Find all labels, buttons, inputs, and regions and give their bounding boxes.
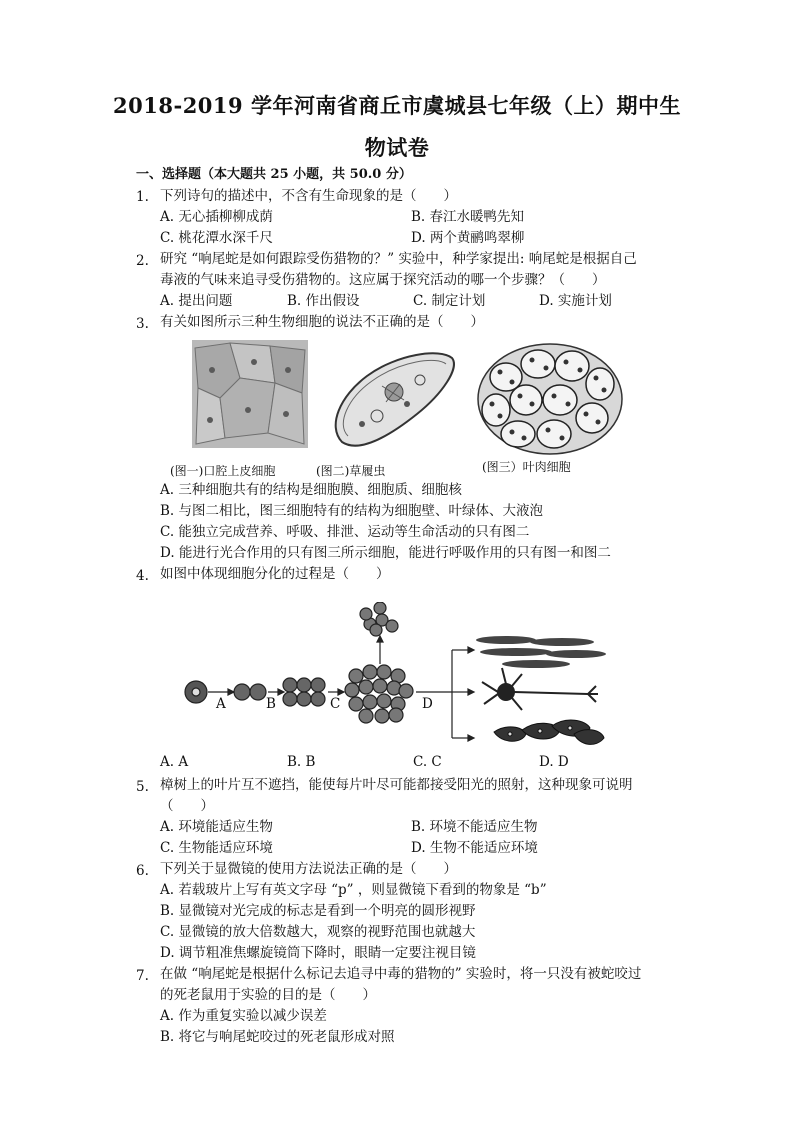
question-number: 7. [136, 968, 149, 984]
page-title-continued: 物试卷 [364, 135, 430, 160]
option-c[interactable]: C. 制定计划 [413, 293, 486, 309]
option-b[interactable]: B. 作出假设 [287, 293, 360, 309]
stage-label-c: C [330, 696, 341, 712]
question-number: 3. [136, 316, 149, 332]
option-a[interactable]: A. 作为重复实验以减少误差 [160, 1008, 327, 1024]
question-text: 有关如图所示三种生物细胞的说法不正确的是（ ） [160, 314, 484, 330]
stage-label-d: D [422, 696, 433, 712]
question-text-line2: 毒液的气味来追寻受伤猎物的。这应属于探究活动的哪一个步骤？（ ） [160, 272, 606, 288]
paramecium-figure [322, 346, 462, 450]
question-number: 5. [136, 779, 149, 795]
option-a[interactable]: A. 若载玻片上写有英文字母 “p” ，则显微镜下看到的物象是 “b” [160, 882, 547, 898]
option-c[interactable]: C. 桃花潭水深千尺 [160, 230, 273, 246]
figure-1-caption: (图一)口腔上皮细胞 [170, 464, 276, 478]
cell-differentiation-diagram [176, 602, 626, 752]
question-text: 下列关于显微镜的使用方法说法正确的是（ ） [160, 861, 457, 877]
figure-3-caption: (图三）叶肉细胞 [482, 460, 571, 474]
option-b[interactable]: B. 显微镜对光完成的标志是看到一个明亮的圆形视野 [160, 903, 476, 919]
stage-label-a: A [216, 696, 226, 712]
option-d[interactable]: D. D [539, 754, 569, 770]
leaf-mesophyll-cells-figure [476, 342, 624, 456]
option-a[interactable]: A. 环境能适应生物 [160, 819, 273, 835]
question-number: 1. [136, 189, 149, 205]
cheek-epithelial-cells-figure [190, 338, 310, 450]
question-number: 4. [136, 568, 149, 584]
option-b[interactable]: B. 环境不能适应生物 [411, 819, 538, 835]
option-a[interactable]: A. 提出问题 [160, 293, 233, 309]
question-text: 如图中体现细胞分化的过程是（ ） [160, 566, 390, 582]
question-text-line1: 在做 “响尾蛇是根据什么标记去追寻中毒的猎物的” 实验时，将一只没有被蛇咬过 [160, 966, 642, 982]
option-b[interactable]: B. 春江水暖鸭先知 [411, 209, 525, 225]
option-b[interactable]: B. 将它与响尾蛇咬过的死老鼠形成对照 [160, 1029, 395, 1045]
stage-label-b: B [266, 696, 276, 712]
option-c[interactable]: C. 显微镜的放大倍数越大，观察的视野范围也就越大 [160, 924, 476, 940]
option-d[interactable]: D. 调节粗准焦螺旋镜筒下降时，眼睛一定要注视目镜 [160, 945, 476, 961]
question-text: 下列诗句的描述中，不含有生命现象的是（ ） [160, 188, 457, 204]
question-text-line1: 研究 “响尾蛇是如何跟踪受伤猎物的？” 实验中，种学家提出: 响尾蛇是根据自己 [160, 251, 637, 267]
question-text-line1: 樟树上的叶片互不遮挡，能使每片叶尽可能都接受阳光的照射，这种现象可说明 [160, 777, 633, 793]
question-text-line2: （ ） [160, 798, 214, 814]
option-a[interactable]: A. A [160, 754, 189, 770]
option-d[interactable]: D. 两个黄鹂鸣翠柳 [411, 230, 525, 246]
figure-2-caption: (图二)草履虫 [316, 464, 386, 478]
question-number: 6. [136, 863, 149, 879]
question-text-line2: 的死老鼠用于实验的目的是（ ） [160, 987, 376, 1003]
option-a[interactable]: A. 三种细胞共有的结构是细胞膜、细胞质、细胞核 [160, 482, 462, 498]
option-d[interactable]: D. 能进行光合作用的只有图三所示细胞，能进行呼吸作用的只有图一和图二 [160, 545, 611, 561]
question-number: 2. [136, 253, 149, 269]
option-c[interactable]: C. C [413, 754, 442, 770]
option-b[interactable]: B. 与图二相比，图三细胞特有的结构为细胞壁、叶绿体、大液泡 [160, 503, 544, 519]
option-d[interactable]: D. 生物不能适应环境 [411, 840, 538, 856]
option-c[interactable]: C. 生物能适应环境 [160, 840, 273, 856]
option-c[interactable]: C. 能独立完成营养、呼吸、排泄、运动等生命活动的只有图二 [160, 524, 530, 540]
page-title: 2018-2019 学年河南省商丘市虞城县七年级（上）期中生 [113, 93, 681, 118]
option-d[interactable]: D. 实施计划 [539, 293, 612, 309]
option-b[interactable]: B. B [287, 754, 316, 770]
option-a[interactable]: A. 无心插柳柳成荫 [160, 209, 273, 225]
section-heading: 一、选择题（本大题共 25 小题，共 50.0 分） [136, 167, 412, 182]
